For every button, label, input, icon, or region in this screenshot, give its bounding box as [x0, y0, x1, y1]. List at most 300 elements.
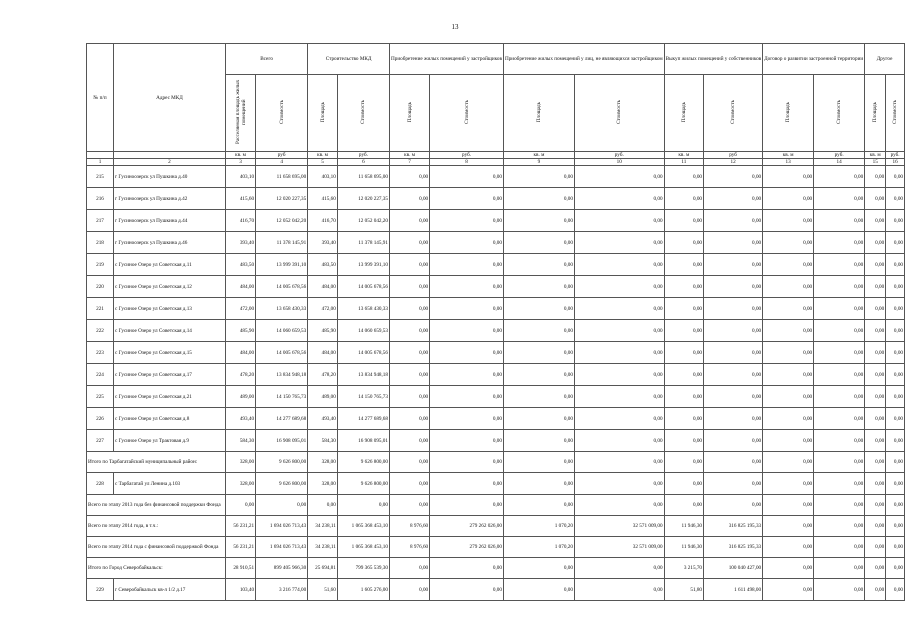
value-cell: 0,00 [865, 320, 886, 342]
row-address: г Гусиноозерск ул Пушкина д.46 [113, 232, 225, 254]
value-cell: 0,00 [886, 473, 905, 495]
value-cell: 472,00 [225, 298, 255, 320]
value-cell: 0,00 [763, 537, 814, 558]
value-cell: 0,00 [865, 298, 886, 320]
value-cell: 416,70 [308, 210, 338, 232]
value-cell: 493,40 [225, 408, 255, 430]
value-cell: 0,00 [814, 364, 865, 386]
value-cell: 393,40 [308, 232, 338, 254]
value-cell: 0,00 [704, 232, 763, 254]
value-cell: 0,00 [865, 254, 886, 276]
column-number: 3 [225, 159, 255, 166]
row-address: с Гусиное Озеро ул Советская д.15 [113, 342, 225, 364]
value-cell: 34 238,11 [308, 537, 338, 558]
value-cell: 0,00 [503, 495, 574, 516]
value-cell: 0,00 [574, 386, 664, 408]
value-cell: 415,60 [225, 188, 255, 210]
value-cell: 0,00 [664, 298, 703, 320]
value-cell: 0,00 [886, 386, 905, 408]
value-cell: 0,00 [814, 210, 865, 232]
value-cell: 0,00 [664, 276, 703, 298]
value-cell: 484,00 [308, 342, 338, 364]
row-number: 219 [87, 254, 114, 276]
value-cell: 0,00 [704, 276, 763, 298]
value-cell: 0,00 [430, 276, 504, 298]
row-address: г Гусиноозерск ул Пушкина д.42 [113, 188, 225, 210]
header-address: Адрес МКД [113, 44, 225, 152]
value-cell: 0,00 [814, 495, 865, 516]
row-number: 216 [87, 188, 114, 210]
value-cell: 0,00 [865, 210, 886, 232]
table-row [87, 232, 905, 254]
value-cell: 0,00 [389, 166, 429, 188]
subheader-cell [503, 75, 574, 152]
value-cell: 0,00 [389, 232, 429, 254]
value-cell: 484,00 [308, 276, 338, 298]
value-cell: 0,00 [574, 166, 664, 188]
value-cell: 0,00 [814, 430, 865, 452]
total-label: Всего по этапу 2013 года без финансовой поддержки Фонда [87, 495, 226, 516]
value-cell: 0,00 [503, 579, 574, 601]
value-cell: 0,00 [865, 558, 886, 579]
row-address: г Гусиноозерск ул Пушкина д.44 [113, 210, 225, 232]
value-cell: 0,00 [664, 320, 703, 342]
value-cell: 0,00 [664, 232, 703, 254]
value-cell: 11 946,30 [664, 537, 703, 558]
value-cell: 12 052 042,20 [337, 210, 389, 232]
total-row [87, 452, 905, 473]
unit-blank [87, 152, 114, 159]
value-cell: 0,00 [865, 276, 886, 298]
value-cell: 11 658 695,00 [256, 166, 308, 188]
column-number: 7 [389, 159, 429, 166]
value-cell: 56 231,21 [225, 516, 255, 537]
value-cell: 11 946,30 [664, 516, 703, 537]
value-cell: 0,00 [865, 408, 886, 430]
value-cell: 13 834 948,18 [256, 364, 308, 386]
column-number: 11 [664, 159, 703, 166]
value-cell: 0,00 [503, 558, 574, 579]
subheader-label: Стоимость [360, 100, 367, 124]
value-cell: 14 277 689,68 [337, 408, 389, 430]
value-cell: 0,00 [389, 320, 429, 342]
value-cell: 0,00 [704, 473, 763, 495]
value-cell: 0,00 [430, 430, 504, 452]
value-cell: 0,00 [503, 408, 574, 430]
subheader-cell [225, 75, 255, 152]
subheader-label: Площадь [535, 101, 542, 123]
subheader-label: Площадь [406, 101, 413, 123]
table-row [87, 473, 905, 495]
row-number: 220 [87, 276, 114, 298]
value-cell: 484,00 [225, 276, 255, 298]
value-cell: 0,00 [814, 408, 865, 430]
value-cell: 0,00 [814, 516, 865, 537]
value-cell: 0,00 [337, 495, 389, 516]
value-cell: 0,00 [763, 579, 814, 601]
value-cell: 14 005 678,56 [256, 276, 308, 298]
total-label: Итого по Город Северобайкальск: [87, 558, 226, 579]
value-cell: 32 571 009,00 [574, 537, 664, 558]
value-cell: 316 825 195,33 [704, 516, 763, 537]
value-cell: 0,00 [886, 342, 905, 364]
value-cell: 483,50 [225, 254, 255, 276]
unit-cell: кв. м [865, 152, 886, 159]
value-cell: 0,00 [704, 408, 763, 430]
value-cell: 483,50 [308, 254, 338, 276]
data-table [86, 43, 905, 601]
value-cell: 56 231,21 [225, 537, 255, 558]
value-cell: 584,30 [225, 430, 255, 452]
row-address: с Гусиное Озеро ул Советская д.14 [113, 320, 225, 342]
value-cell: 485,90 [308, 320, 338, 342]
column-number: 8 [430, 159, 504, 166]
value-cell: 0,00 [430, 254, 504, 276]
value-cell: 0,00 [814, 342, 865, 364]
value-cell: 0,00 [574, 320, 664, 342]
value-cell: 0,00 [574, 254, 664, 276]
value-cell: 0,00 [704, 364, 763, 386]
table-row [87, 166, 905, 188]
value-cell: 0,00 [865, 342, 886, 364]
value-cell: 0,00 [814, 298, 865, 320]
value-cell: 0,00 [814, 232, 865, 254]
value-cell: 0,00 [814, 473, 865, 495]
value-cell: 478,20 [225, 364, 255, 386]
value-cell: 0,00 [389, 298, 429, 320]
value-cell: 0,00 [886, 408, 905, 430]
value-cell: 0,00 [430, 188, 504, 210]
unit-cell: руб. [886, 152, 905, 159]
value-cell: 8 976,60 [389, 516, 429, 537]
value-cell: 1 605 276,00 [337, 579, 389, 601]
column-number: 5 [308, 159, 338, 166]
value-cell: 51,60 [308, 579, 338, 601]
value-cell: 14 005 678,56 [337, 276, 389, 298]
subheader-cell [814, 75, 865, 152]
group-header: Приобретение жилых помещений у лиц, не являющихся застройщиком [503, 44, 664, 75]
column-number: 6 [337, 159, 389, 166]
value-cell: 0,00 [865, 364, 886, 386]
value-cell: 0,00 [704, 188, 763, 210]
value-cell: 0,00 [886, 537, 905, 558]
value-cell: 0,00 [886, 188, 905, 210]
value-cell: 8 976,60 [389, 537, 429, 558]
value-cell: 0,00 [763, 298, 814, 320]
row-address: с Гусиное Озеро ул Советская д.21 [113, 386, 225, 408]
value-cell: 0,00 [389, 210, 429, 232]
subheader-cell [337, 75, 389, 152]
value-cell: 0,00 [389, 579, 429, 601]
subheader-label: Стоимость [278, 100, 285, 124]
row-number: 223 [87, 342, 114, 364]
value-cell: 403,10 [225, 166, 255, 188]
unit-cell: кв. м [503, 152, 574, 159]
subheader-label: Площадь [872, 101, 879, 123]
value-cell: 1 694 026 713,43 [256, 537, 308, 558]
value-cell: 0,00 [704, 342, 763, 364]
value-cell: 393,40 [225, 232, 255, 254]
row-number: 218 [87, 232, 114, 254]
value-cell: 0,00 [574, 495, 664, 516]
total-row [87, 537, 905, 558]
value-cell: 0,00 [503, 430, 574, 452]
column-number: 2 [113, 159, 225, 166]
value-cell: 0,00 [763, 408, 814, 430]
value-cell: 0,00 [865, 516, 886, 537]
value-cell: 485,90 [225, 320, 255, 342]
value-cell: 0,00 [763, 342, 814, 364]
value-cell: 0,00 [430, 232, 504, 254]
column-number: 9 [503, 159, 574, 166]
value-cell: 0,00 [664, 495, 703, 516]
table-row [87, 188, 905, 210]
row-number: 229 [87, 579, 114, 601]
value-cell: 0,00 [886, 495, 905, 516]
subheader-cell [256, 75, 308, 152]
value-cell: 13 999 391,10 [256, 254, 308, 276]
value-cell: 0,00 [814, 558, 865, 579]
value-cell: 0,00 [574, 298, 664, 320]
column-number: 12 [704, 159, 763, 166]
value-cell: 0,00 [430, 210, 504, 232]
value-cell: 0,00 [664, 452, 703, 473]
row-number: 221 [87, 298, 114, 320]
value-cell: 0,00 [886, 430, 905, 452]
row-number: 227 [87, 430, 114, 452]
value-cell: 0,00 [430, 579, 504, 601]
column-number: 16 [886, 159, 905, 166]
value-cell: 0,00 [664, 408, 703, 430]
value-cell: 14 005 678,56 [337, 342, 389, 364]
subheader-cell [763, 75, 814, 152]
value-cell: 0,00 [763, 276, 814, 298]
row-address: с Гусиное Озеро ул Советская д.11 [113, 254, 225, 276]
value-cell: 0,00 [763, 364, 814, 386]
unit-cell: руб [256, 152, 308, 159]
value-cell: 100 040 427,00 [704, 558, 763, 579]
value-cell: 1 065 368 453,10 [337, 516, 389, 537]
value-cell: 1 070,20 [503, 516, 574, 537]
value-cell: 0,00 [886, 166, 905, 188]
value-cell: 0,00 [704, 452, 763, 473]
value-cell: 0,00 [430, 408, 504, 430]
value-cell: 0,00 [389, 276, 429, 298]
value-cell: 34 238,11 [308, 516, 338, 537]
row-number: 217 [87, 210, 114, 232]
column-number: 4 [256, 159, 308, 166]
value-cell: 0,00 [430, 166, 504, 188]
value-cell: 0,00 [430, 320, 504, 342]
subheader-cell [886, 75, 905, 152]
value-cell: 3 216 774,00 [256, 579, 308, 601]
value-cell: 0,00 [763, 386, 814, 408]
value-cell: 0,00 [763, 452, 814, 473]
value-cell: 899 405 966,30 [256, 558, 308, 579]
value-cell: 16 908 095,01 [337, 430, 389, 452]
value-cell: 0,00 [763, 473, 814, 495]
unit-cell: кв. м [664, 152, 703, 159]
value-cell: 0,00 [814, 276, 865, 298]
value-cell: 0,00 [503, 386, 574, 408]
value-cell: 13 834 948,18 [337, 364, 389, 386]
value-cell: 1 065 368 453,10 [337, 537, 389, 558]
total-row [87, 495, 905, 516]
value-cell: 0,00 [389, 386, 429, 408]
row-number: 222 [87, 320, 114, 342]
value-cell: 478,20 [308, 364, 338, 386]
value-cell: 103,40 [225, 579, 255, 601]
column-number: 10 [574, 159, 664, 166]
value-cell: 0,00 [503, 320, 574, 342]
value-cell: 12 052 042,20 [256, 210, 308, 232]
total-row [87, 516, 905, 537]
value-cell: 0,00 [430, 473, 504, 495]
unit-cell: руб. [430, 152, 504, 159]
group-header: Договор о развитии застроенной территории [763, 44, 865, 75]
column-number: 13 [763, 159, 814, 166]
value-cell: 28 910,51 [225, 558, 255, 579]
value-cell: 0,00 [664, 430, 703, 452]
value-cell: 11 378 145,91 [256, 232, 308, 254]
value-cell: 0,00 [503, 210, 574, 232]
row-address: г Северобайкальск кв-л 1/2 д.17 [113, 579, 225, 601]
value-cell: 12 020 227,35 [337, 188, 389, 210]
value-cell: 0,00 [704, 386, 763, 408]
row-address: с Тарбагатай ул Ленина д.103 [113, 473, 225, 495]
value-cell: 0,00 [503, 364, 574, 386]
column-number: 1 [87, 159, 114, 166]
value-cell: 0,00 [664, 342, 703, 364]
value-cell: 1 611 498,00 [704, 579, 763, 601]
value-cell: 0,00 [814, 166, 865, 188]
value-cell: 9 626 800,00 [337, 452, 389, 473]
value-cell: 0,00 [503, 298, 574, 320]
value-cell: 0,00 [704, 298, 763, 320]
value-cell: 0,00 [574, 232, 664, 254]
unit-cell: кв. м [763, 152, 814, 159]
value-cell: 489,00 [308, 386, 338, 408]
value-cell: 0,00 [430, 558, 504, 579]
value-cell: 0,00 [814, 254, 865, 276]
group-header: Всего [225, 44, 307, 75]
value-cell: 0,00 [763, 516, 814, 537]
value-cell: 0,00 [704, 430, 763, 452]
value-cell: 0,00 [814, 188, 865, 210]
value-cell: 0,00 [503, 166, 574, 188]
value-cell: 0,00 [886, 254, 905, 276]
value-cell: 584,30 [308, 430, 338, 452]
subheader-label: Стоимость [616, 100, 623, 124]
unit-blank [113, 152, 225, 159]
value-cell: 0,00 [574, 188, 664, 210]
value-cell: 0,00 [389, 473, 429, 495]
table-row [87, 298, 905, 320]
value-cell: 0,00 [865, 495, 886, 516]
table-row [87, 364, 905, 386]
table-row [87, 320, 905, 342]
value-cell: 0,00 [389, 364, 429, 386]
unit-cell: кв. м [389, 152, 429, 159]
value-cell: 0,00 [430, 298, 504, 320]
table-row [87, 254, 905, 276]
value-cell: 9 626 800,00 [256, 452, 308, 473]
row-address: г Гусиноозерск ул Пушкина д.40 [113, 166, 225, 188]
value-cell: 328,00 [308, 473, 338, 495]
group-header: Приобретение жилых помещений у застройщиков [389, 44, 503, 75]
value-cell: 0,00 [886, 298, 905, 320]
value-cell: 0,00 [574, 473, 664, 495]
value-cell: 0,00 [865, 537, 886, 558]
total-label: Всего по этапу 2014 года, в т.ч.: [87, 516, 226, 537]
value-cell: 328,00 [308, 452, 338, 473]
value-cell: 9 626 800,00 [256, 473, 308, 495]
value-cell: 0,00 [886, 364, 905, 386]
value-cell: 16 908 095,01 [256, 430, 308, 452]
value-cell: 493,40 [308, 408, 338, 430]
value-cell: 0,00 [574, 430, 664, 452]
value-cell: 0,00 [664, 364, 703, 386]
value-cell: 472,00 [308, 298, 338, 320]
row-number: 226 [87, 408, 114, 430]
value-cell: 0,00 [865, 430, 886, 452]
unit-cell: руб. [814, 152, 865, 159]
unit-cell: руб. [574, 152, 664, 159]
value-cell: 0,00 [704, 166, 763, 188]
value-cell: 0,00 [664, 386, 703, 408]
table-row [87, 342, 905, 364]
value-cell: 0,00 [389, 495, 429, 516]
unit-cell: кв. м [225, 152, 255, 159]
value-cell: 0,00 [763, 254, 814, 276]
value-cell: 0,00 [886, 452, 905, 473]
value-cell: 0,00 [503, 254, 574, 276]
value-cell: 0,00 [865, 579, 886, 601]
subheader-label: Площадь [319, 101, 326, 123]
value-cell: 0,00 [865, 386, 886, 408]
value-cell: 0,00 [814, 320, 865, 342]
value-cell: 0,00 [814, 452, 865, 473]
value-cell: 13 658 430,33 [256, 298, 308, 320]
value-cell: 0,00 [389, 408, 429, 430]
value-cell: 0,00 [814, 386, 865, 408]
unit-cell: кв. м [308, 152, 338, 159]
value-cell: 0,00 [664, 473, 703, 495]
group-header: Строительство МКД [308, 44, 390, 75]
value-cell: 0,00 [430, 342, 504, 364]
value-cell: 0,00 [225, 495, 255, 516]
value-cell: 0,00 [865, 452, 886, 473]
subheader-cell [704, 75, 763, 152]
total-row [87, 558, 905, 579]
value-cell: 0,00 [763, 232, 814, 254]
value-cell: 0,00 [704, 320, 763, 342]
row-number: 215 [87, 166, 114, 188]
row-address: с Гусиное Озеро ул Советская д.12 [113, 276, 225, 298]
value-cell: 14 150 765,73 [337, 386, 389, 408]
value-cell: 415,60 [308, 188, 338, 210]
value-cell: 0,00 [389, 558, 429, 579]
value-cell: 9 626 800,00 [337, 473, 389, 495]
value-cell: 0,00 [574, 408, 664, 430]
value-cell: 0,00 [886, 210, 905, 232]
value-cell: 14 150 765,73 [256, 386, 308, 408]
value-cell: 0,00 [664, 210, 703, 232]
value-cell: 0,00 [503, 276, 574, 298]
group-header: Другое [865, 44, 905, 75]
value-cell: 0,00 [574, 364, 664, 386]
value-cell: 0,00 [664, 166, 703, 188]
